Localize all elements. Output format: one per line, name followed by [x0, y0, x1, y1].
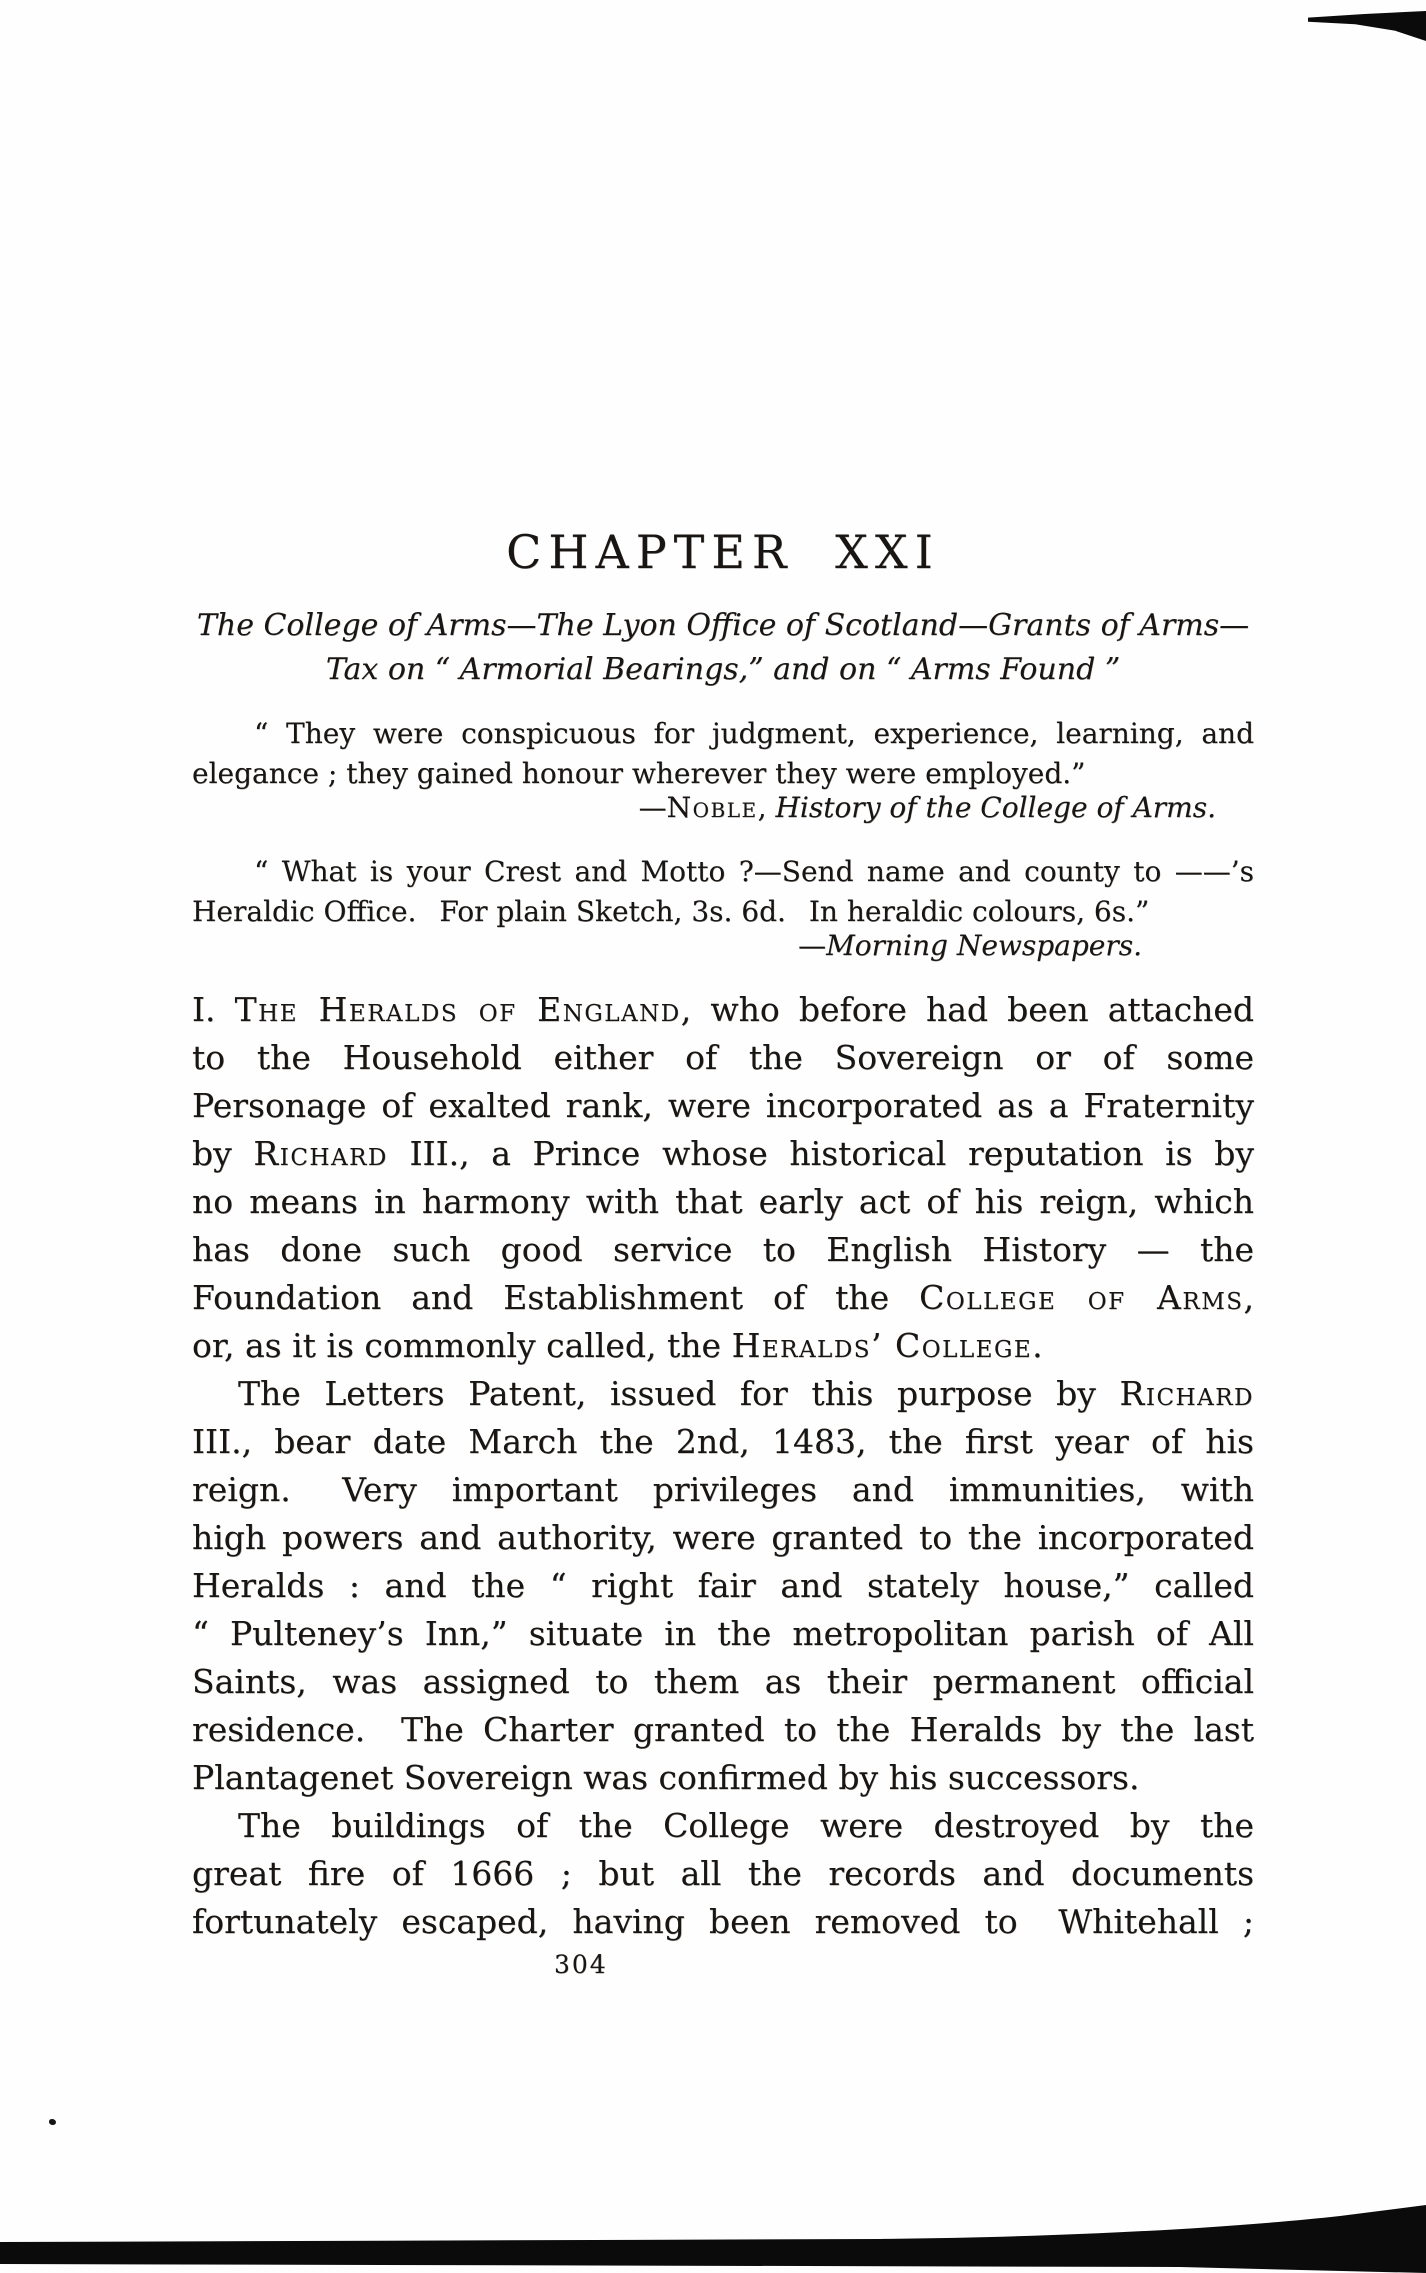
scan-artifact-top-right	[1308, 11, 1426, 41]
text-line	[192, 1802, 1254, 1850]
text-segment: has done such good service to English History — the	[192, 1230, 1254, 1269]
text-segment: The Letters Patent, issued for this purpose by	[238, 1374, 1120, 1413]
text-line	[192, 852, 1254, 892]
paragraph-3	[192, 1802, 1254, 1946]
text-segment: I.	[192, 990, 235, 1029]
text-segment: high powers and authority, were granted to the incorporated	[192, 1518, 1254, 1557]
chapter-subtitle	[192, 604, 1254, 692]
text-line	[192, 1370, 1254, 1418]
text-segment: residence. The Charter granted to the Heralds by the last	[192, 1710, 1254, 1749]
text-segment: Heraldic Office. For plain Sketch, 3s. 6d. In heraldic colours, 6s.”	[192, 895, 1150, 928]
text-segment: .	[1032, 1326, 1043, 1365]
text-line	[192, 604, 1254, 648]
text-segment: Tax on “ Armorial Bearings,” and on “ Arms Found ”	[325, 652, 1121, 687]
text-line	[192, 1418, 1254, 1466]
text-segment: Heralds : and the “ right fair and stately house,” called	[192, 1566, 1254, 1605]
text-segment: Richard	[253, 1134, 388, 1173]
text-line	[192, 1514, 1254, 1562]
text-segment: ,	[757, 791, 776, 824]
text-line	[192, 1658, 1254, 1706]
text-line	[192, 714, 1254, 754]
text-line	[192, 986, 1254, 1034]
text-segment: reign. Very important privileges and immunities, with	[192, 1470, 1254, 1509]
text-column	[192, 524, 1254, 1979]
text-segment: Personage of exalted rank, were incorporated as a Fraternity	[192, 1086, 1254, 1125]
text-segment: great fire of 1666 ; but all the records and documents	[192, 1854, 1254, 1893]
text-segment: The Heralds of England	[234, 990, 681, 1029]
text-line	[192, 1130, 1254, 1178]
text-segment: —	[638, 791, 667, 824]
text-line	[192, 1274, 1254, 1322]
text-line	[192, 1226, 1254, 1274]
text-line	[192, 1034, 1254, 1082]
text-line	[192, 1706, 1254, 1754]
text-segment: , who before had been attached	[680, 990, 1254, 1029]
text-segment: “ They were conspicuous for judgment, experience, learning, and	[254, 717, 1254, 750]
text-line	[192, 1322, 1254, 1370]
scan-artifact-bottom-band	[0, 2203, 1426, 2273]
epigraph-attribution-2	[192, 926, 1254, 966]
text-line	[192, 1466, 1254, 1514]
text-line	[192, 648, 1254, 692]
scan-speck	[49, 2119, 56, 2125]
text-segment: “ Pulteney’s Inn,” situate in the metropolitan parish of All	[192, 1614, 1254, 1653]
text-segment: Richard	[1119, 1374, 1254, 1413]
text-line	[192, 1178, 1254, 1226]
text-segment: Heralds’ College	[731, 1326, 1033, 1365]
text-segment: The College of Arms—The Lyon Office of Scotland—Grants of Arms—	[196, 608, 1250, 643]
text-line	[192, 1898, 1254, 1946]
text-line	[192, 1082, 1254, 1130]
text-segment: to the Household either of the Sovereign or of some	[192, 1038, 1254, 1077]
text-segment: fortunately escaped, having been removed to Whitehall ;	[192, 1902, 1254, 1941]
text-segment: ,	[1243, 1278, 1255, 1317]
epigraph-attribution-1	[192, 788, 1254, 828]
text-line	[192, 1562, 1254, 1610]
text-segment: Plantagenet Sovereign was confirmed by his successors.	[192, 1758, 1140, 1797]
text-line	[192, 1850, 1254, 1898]
text-segment: The buildings of the College were destroyed by the	[238, 1806, 1254, 1845]
epigraph-quote-2	[192, 852, 1254, 932]
page-number: 304	[554, 1950, 608, 1979]
text-line	[192, 1610, 1254, 1658]
text-segment: History of the College of Arms.	[775, 791, 1216, 824]
text-segment: “ What is your Crest and Motto ?—Send name and county to ——’s	[254, 855, 1254, 888]
text-segment: Saints, was assigned to them as their permanent official	[192, 1662, 1254, 1701]
text-segment: Morning Newspapers.	[826, 929, 1142, 962]
text-segment: —	[798, 929, 827, 962]
paragraph-1	[192, 986, 1254, 1370]
text-segment: by	[192, 1134, 254, 1173]
paragraph-2	[192, 1370, 1254, 1802]
text-segment: College of Arms	[919, 1278, 1244, 1317]
text-line	[192, 1754, 1254, 1802]
chapter-heading: CHAPTER XXI	[506, 525, 940, 579]
text-segment: Noble	[666, 791, 758, 824]
text-segment: elegance ; they gained honour wherever they were employed.”	[192, 757, 1086, 790]
text-segment: no means in harmony with that early act of his reign, which	[192, 1182, 1254, 1221]
text-segment: III., bear date March the 2nd, 1483, the first year of his	[192, 1422, 1254, 1461]
text-segment: III., a Prince whose historical reputation is by	[387, 1134, 1255, 1173]
text-segment: or, as it is commonly called, the	[192, 1326, 732, 1365]
text-segment: Foundation and Establishment of the	[192, 1278, 920, 1317]
epigraph-quote-1	[192, 714, 1254, 794]
